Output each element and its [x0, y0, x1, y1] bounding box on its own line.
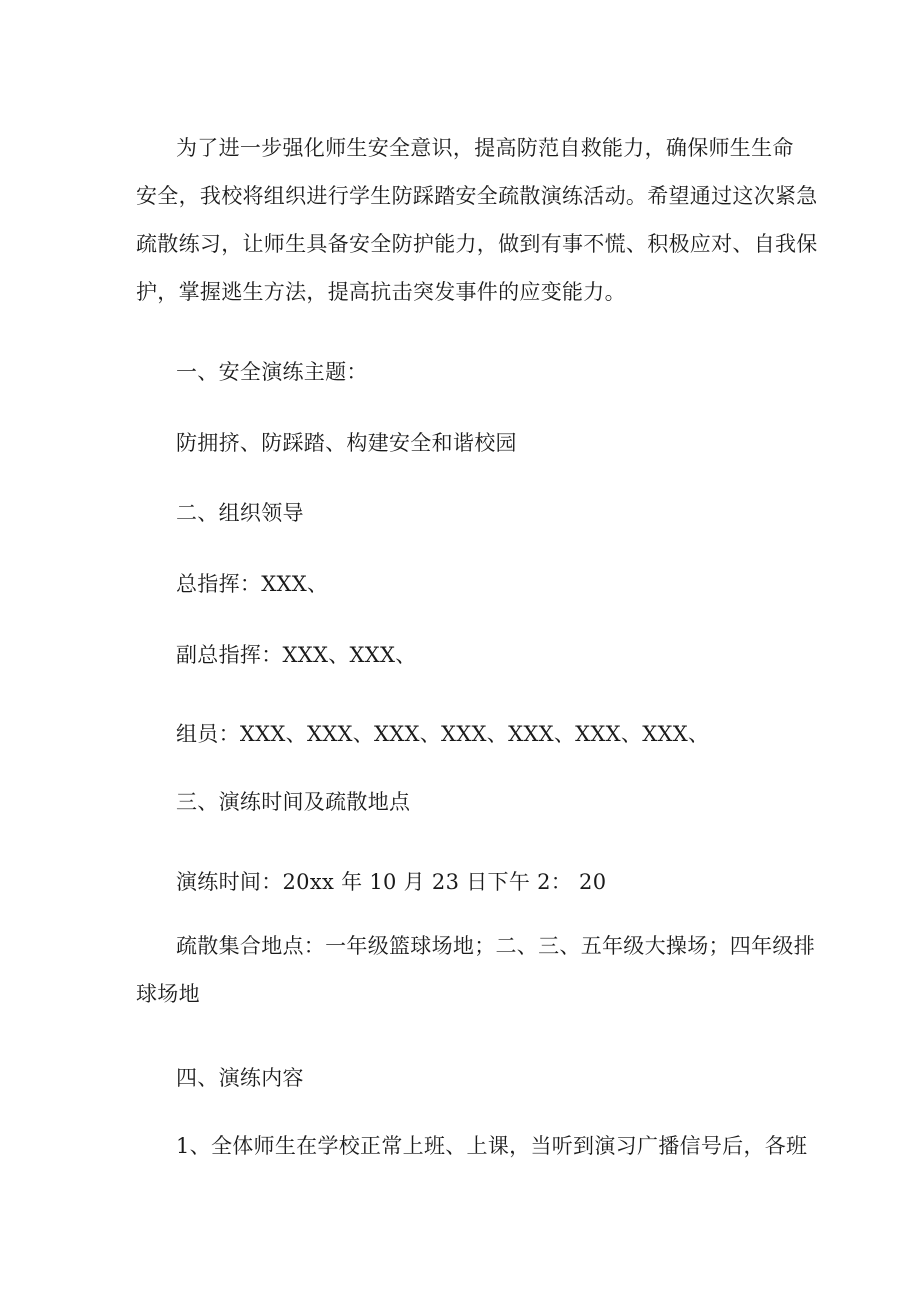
intro-line-1: 为了进一步强化师生安全意识，提高防范自救能力，确保师生生命 [176, 136, 794, 160]
assembly-location-line-2: 球场地 [136, 982, 200, 1006]
deputy-commander-line: 副总指挥：XXX、XXX、 [176, 643, 417, 667]
section-3-heading: 三、演练时间及疏散地点 [176, 790, 411, 814]
assembly-location-line-1: 疏散集合地点：一年级篮球场地；二、三、五年级大操场；四年级排 [176, 934, 815, 958]
drill-time-line: 演练时间：20xx 年 10 月 23 日下午 2： 20 [176, 870, 607, 894]
intro-line-2: 安全，我校将组织进行学生防踩踏安全疏散演练活动。希望通过这次紧急 [136, 184, 818, 208]
members-line: 组员：XXX、XXX、XXX、XXX、XXX、XXX、XXX、 [176, 722, 710, 746]
assembly-location-paragraph [136, 922, 815, 1018]
commander-line: 总指挥：XXX、 [176, 572, 329, 596]
intro-paragraph [136, 124, 818, 316]
intro-line-4: 护，掌握逃生方法，提高抗击突发事件的应变能力。 [136, 280, 626, 304]
drill-item-1: 1、全体师生在学校正常上班、上课，当听到演习广播信号后，各班 [176, 1134, 808, 1158]
section-4-heading: 四、演练内容 [176, 1066, 304, 1090]
section-1-theme: 防拥挤、防踩踏、构建安全和谐校园 [176, 431, 517, 455]
section-2-heading: 二、组织领导 [176, 501, 304, 525]
section-1-heading: 一、安全演练主题： [176, 360, 368, 384]
intro-line-3: 疏散练习，让师生具备安全防护能力，做到有事不慌、积极应对、自我保 [136, 232, 818, 256]
